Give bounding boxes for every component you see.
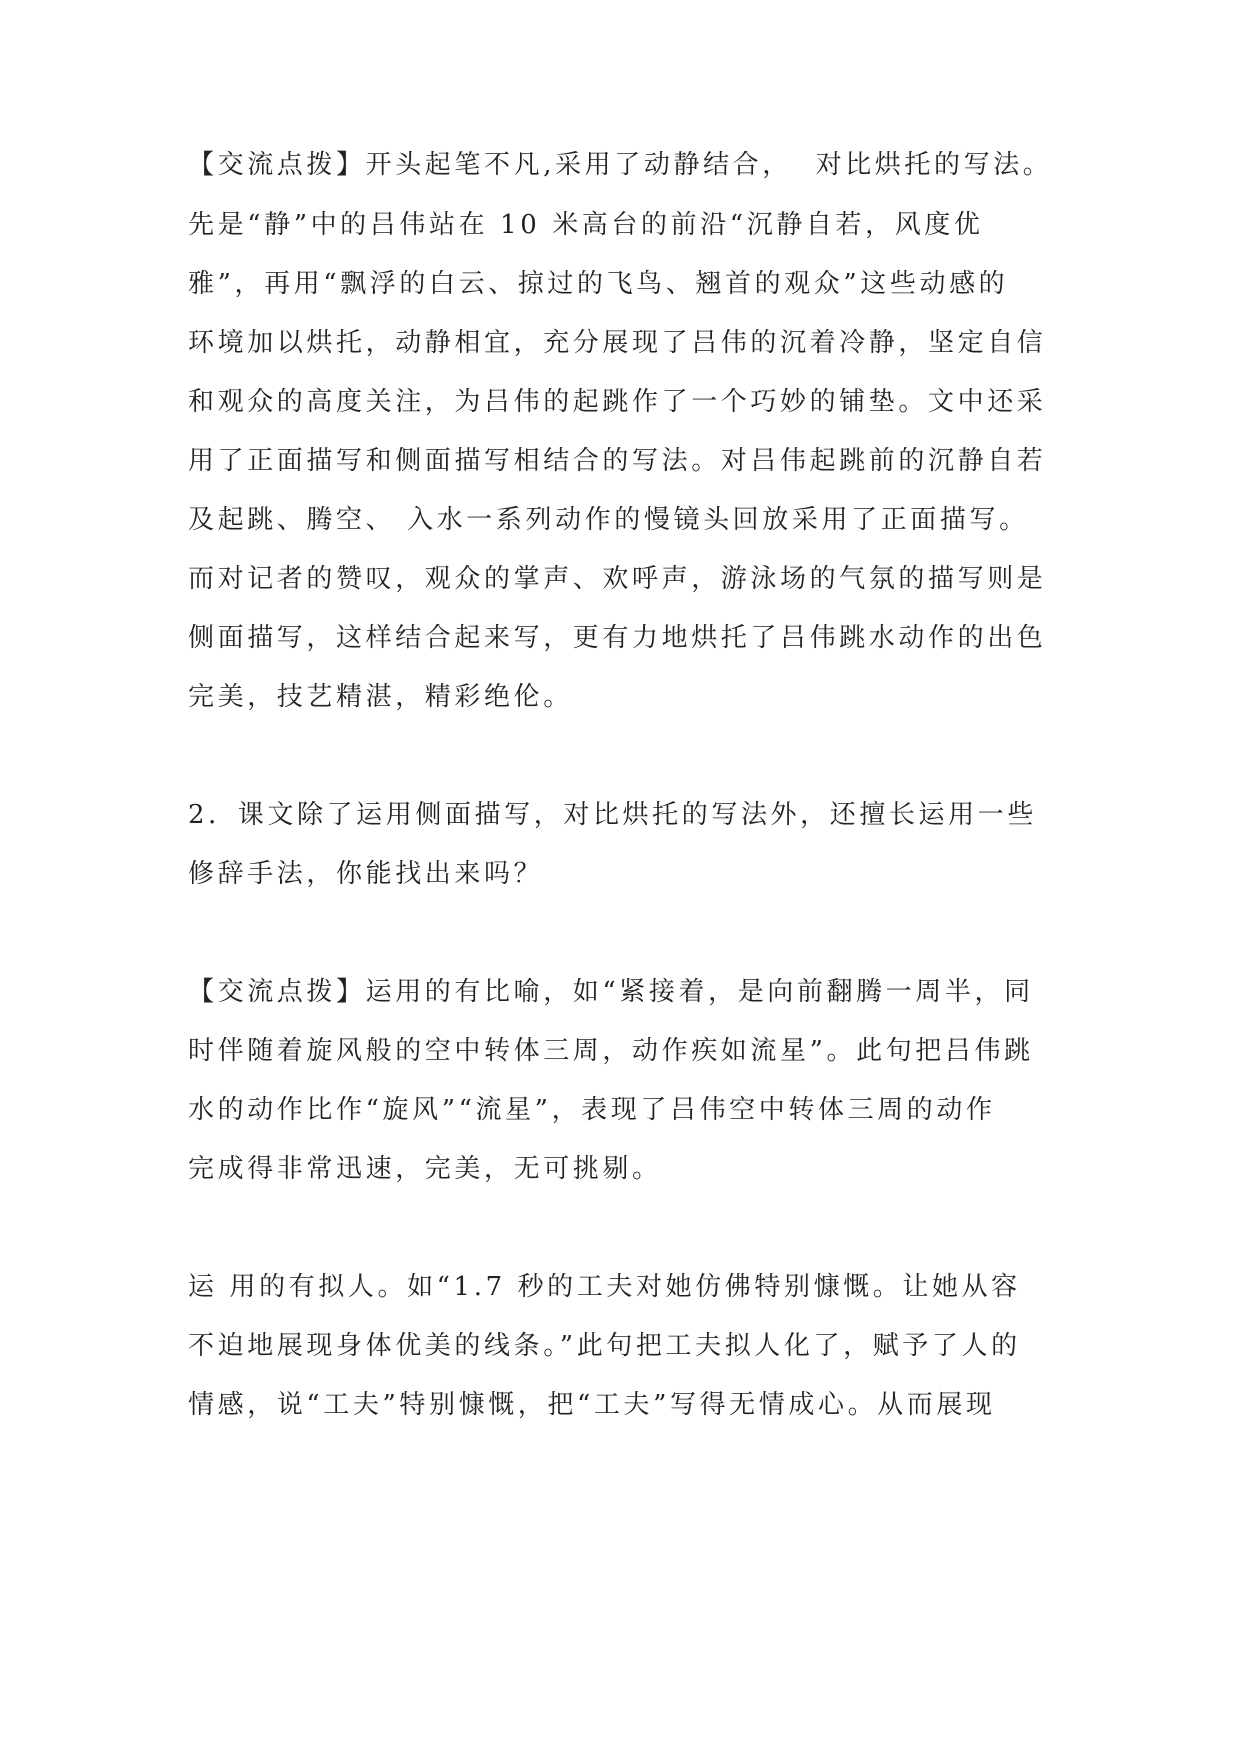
text-line: 和观众的高度关注，为吕伟的起跳作了一个巧妙的铺垫。文中还采 [188,387,1047,417]
text-line: 时伴随着旋风般的空中转体三周，动作疾如流星”。此句把吕伟跳 [188,1036,1034,1066]
text-line: 先是“静”中的吕伟站在 10 米高台的前沿“沉静自若，风度优 [188,210,984,240]
text-line: 完美，技艺精湛，精彩绝伦。 [188,682,573,712]
text-line: 侧面描写，这样结合起来写，更有力地烘托了吕伟跳水动作的出色 [188,623,1047,653]
text-line: 运 用的有拟人。如“1.7 秒的工夫对她仿佛特别慷慨。让她从容 [188,1272,1021,1302]
text-line: 情感，说“工夫”特别慷慨，把“工夫”写得无情成心。从而展现 [188,1390,996,1420]
text-line: 【交流点拨】运用的有比喻，如“紧接着，是向前翻腾一周半，同 [188,977,1034,1007]
text-line: 完成得非常迅速，完美，无可挑剔。 [188,1154,662,1184]
text-line: 而对记者的赞叹，观众的掌声、欢呼声，游泳场的气氛的描写则是 [188,564,1047,594]
text-line: 不迫地展现身体优美的线条。”此句把工夫拟人化了，赋予了人的 [188,1331,1021,1361]
text-line: 水的动作比作“旋风”“流星”，表现了吕伟空中转体三周的动作 [188,1095,996,1125]
text-line: 及起跳、腾空、 入水一系列动作的慢镜头回放采用了正面描写。 [188,505,1029,535]
text-line: 雅”，再用“飘浮的白云、掠过的飞鸟、翘首的观众”这些动感的 [188,269,1009,299]
text-line: 环境加以烘托，动静相宜，充分展现了吕伟的沉着冷静，坚定自信 [188,328,1047,358]
text-line: 【交流点拨】开头起笔不凡,采用了动静结合， 对比烘托的写法。 [188,150,1053,180]
text-line: 用了正面描写和侧面描写相结合的写法。对吕伟起跳前的沉静自若 [188,446,1047,476]
text-line: 修辞手法，你能找出来吗？ [188,859,544,889]
text-line: 2．课文除了运用侧面描写，对比烘托的写法外，还擅长运用一些 [188,800,1037,830]
